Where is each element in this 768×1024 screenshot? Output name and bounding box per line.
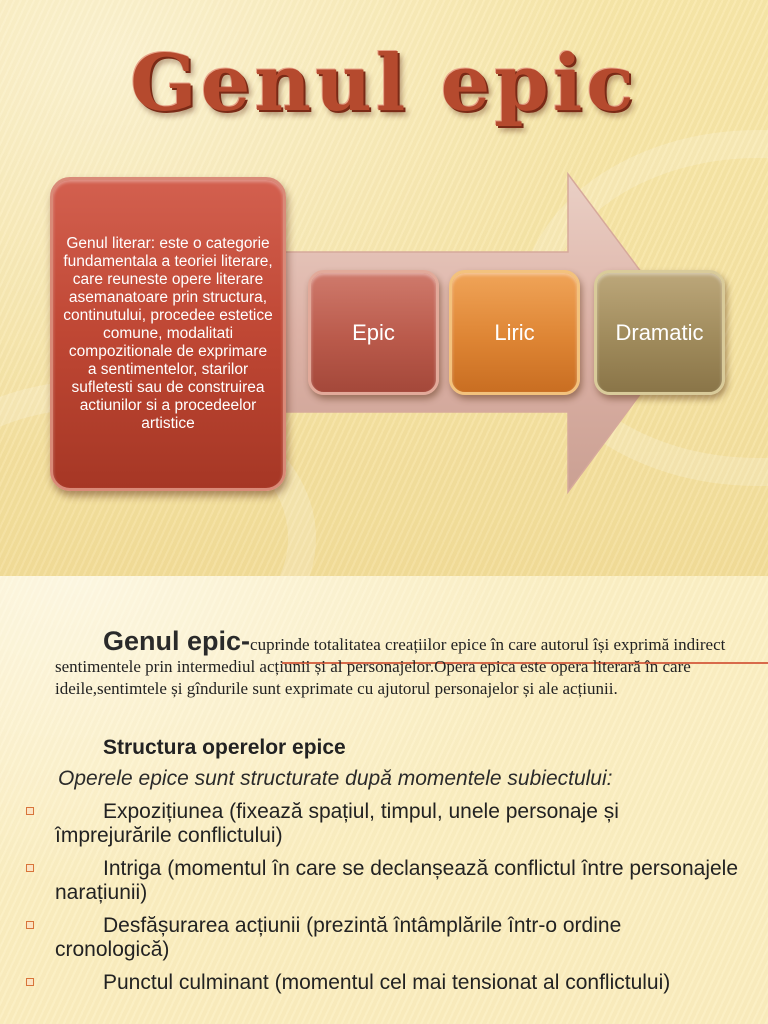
definition-text: Genul literar: este o categorie fundamentala a teoriei literare, care reuneste opere literare asemanatoare prin structura, continutului, procedee estetice comune, modalitati compozitionale de exprimare a sentimentelor, starilor sufletesti sau de construirea actiunilor si a procedeelor artistice bbox=[63, 235, 273, 432]
intro-text: cuprinde totalitatea creațiilor epice în care autorul își exprimă indirect sentimentele prin intermediul acțiunii și al personajelor.Opera epica este opera literară în care ideile,sentimtele și gîndurile sunt exprimate cu ajutorul personajelor și ale acțiunii. bbox=[55, 635, 726, 698]
list-item bbox=[0, 971, 768, 995]
square-bullet-icon bbox=[26, 807, 34, 815]
genre-label: Dramatic bbox=[615, 319, 704, 345]
square-bullet-icon bbox=[26, 921, 34, 929]
intro-heading: Genul epic- bbox=[103, 626, 251, 656]
intro-paragraph bbox=[55, 626, 767, 700]
structure-title: Structura operelor epice bbox=[103, 736, 346, 759]
genre-box-epic bbox=[308, 270, 439, 395]
moments-list bbox=[0, 800, 768, 1004]
definition-box bbox=[50, 177, 286, 491]
list-item bbox=[0, 857, 768, 905]
square-bullet-icon bbox=[26, 978, 34, 986]
moment-text: Expozițiunea (fixează spațiul, timpul, unele personaje și împrejurările conflictului) bbox=[55, 800, 619, 847]
moment-text: Intriga (momentul în care se declanșează conflictul între personajele narațiunii) bbox=[55, 857, 739, 904]
genre-box-dramatic bbox=[594, 270, 725, 395]
moment-text: Desfășurarea acțiunii (prezintă întâmplările într-o ordine cronologică) bbox=[55, 914, 622, 961]
slide-title: Genul epic bbox=[130, 38, 638, 129]
list-item bbox=[0, 800, 768, 848]
list-item bbox=[0, 914, 768, 962]
structure-subtitle: Operele epice sunt structurate după momentele subiectului: bbox=[58, 767, 613, 790]
moment-text: Punctul culminant (momentul cel mai tensionat al conflictului) bbox=[103, 971, 671, 994]
genre-label: Epic bbox=[352, 319, 395, 345]
genre-label: Liric bbox=[494, 319, 535, 345]
genre-box-liric bbox=[449, 270, 580, 395]
square-bullet-icon bbox=[26, 864, 34, 872]
slide-genul-epic bbox=[0, 576, 768, 1024]
